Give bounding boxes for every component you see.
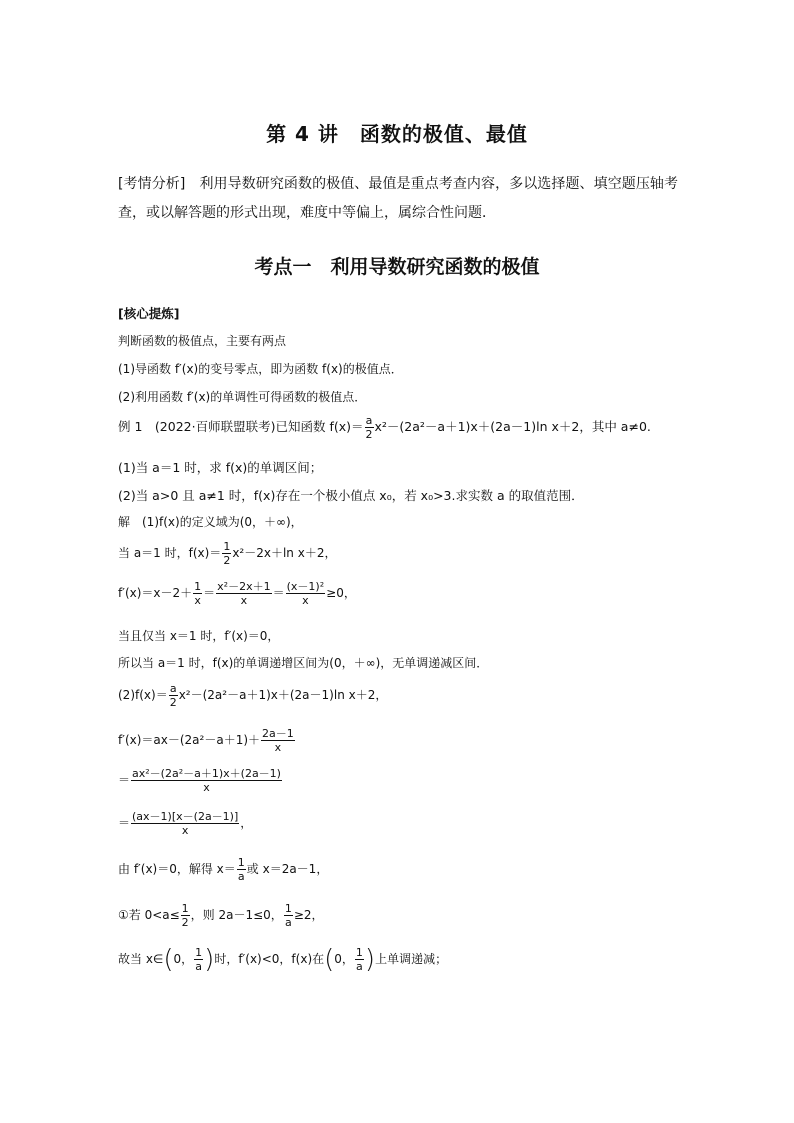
text: (2)f(x)＝ <box>118 688 168 702</box>
text: 或 x＝2a－1， <box>246 862 329 876</box>
fraction-denominator: x <box>302 594 309 607</box>
fraction <box>216 580 271 607</box>
text: 上单调递减； <box>375 952 448 966</box>
point-1: (1)导函数 f′(x)的变号零点，即为函数 f(x)的极值点． <box>118 362 403 376</box>
text: f′(x)＝x－2＋ <box>118 586 193 600</box>
solution-line-3 <box>118 580 356 607</box>
fraction-numerator: 1 <box>181 902 189 915</box>
example-prefix: 例 1 (2022·百师联盟联考)已知函数 f(x)＝ <box>118 419 364 434</box>
fraction <box>193 580 202 607</box>
fraction-numerator: (x－1)² <box>286 580 325 593</box>
fraction <box>284 902 293 929</box>
text: x²－2x＋ln x＋2， <box>232 546 337 560</box>
fraction <box>286 580 326 607</box>
fraction-denominator: a <box>284 916 292 929</box>
fraction-numerator: 1 <box>195 946 203 959</box>
fraction-denominator: x <box>194 594 201 607</box>
solution-line-4: 当且仅当 x＝1 时，f′(x)＝0， <box>118 629 280 643</box>
text: ＝ <box>118 816 131 830</box>
fraction-numerator: 2a－1 <box>262 727 294 740</box>
fraction-denominator: 2 <box>181 916 189 929</box>
fraction-denominator: a <box>356 960 363 973</box>
right-paren: ) <box>204 944 215 975</box>
left-paren: ( <box>324 944 335 975</box>
solution-line-9 <box>118 810 252 837</box>
solution-line-5: 所以当 a＝1 时，f(x)的单调递增区间为(0，＋∞)，无单调递减区间． <box>118 656 489 670</box>
fraction <box>181 902 190 929</box>
text: ≥0， <box>326 586 356 600</box>
fraction <box>365 414 374 441</box>
fraction-numerator: 1 <box>284 902 292 915</box>
solution-line-12 <box>118 946 447 973</box>
intro-line: 判断函数的极值点，主要有两点 <box>118 334 287 348</box>
text: ，则 2a－1≤0， <box>190 908 283 922</box>
fraction <box>131 810 239 837</box>
text: ①若 0<a≤ <box>118 908 180 922</box>
left-paren: ( <box>163 944 174 975</box>
fraction-numerator: a <box>365 414 373 427</box>
text: ＝ <box>272 586 285 600</box>
fraction-denominator: x <box>274 741 282 754</box>
text: ＝ <box>118 773 131 787</box>
solution-line-7 <box>118 727 296 754</box>
text: 0， <box>173 952 194 966</box>
fraction-numerator: 1 <box>223 540 231 553</box>
fraction <box>222 540 231 567</box>
fraction <box>194 946 203 973</box>
fraction <box>131 767 282 794</box>
solution-line-11 <box>118 902 324 929</box>
text: 故当 x∈ <box>118 952 164 966</box>
exam-analysis-paragraph: [考情分析] 利用导数研究函数的极值、最值是重点考查内容，多以选择题、填空题压轴考查，或以解答题的形式出现，难度中等偏上，属综合性问题． <box>118 176 678 221</box>
fraction-numerator: x²－2x＋1 <box>217 580 271 593</box>
core-heading: [核心提炼] <box>118 306 180 321</box>
fraction-denominator: 2 <box>365 428 373 441</box>
fraction <box>261 727 295 754</box>
text: ， <box>240 816 253 830</box>
fraction <box>355 946 364 973</box>
fraction-numerator: a <box>169 682 177 695</box>
solution-line-1: 解 (1)f(x)的定义域为(0，＋∞)， <box>118 515 303 529</box>
fraction-numerator: 1 <box>194 580 202 593</box>
fraction-numerator: 1 <box>355 946 363 959</box>
lecture-title: 第 4 讲 函数的极值、最值 <box>266 122 528 146</box>
question-1: (1)当 a＝1 时，求 f(x)的单调区间； <box>118 460 323 475</box>
fraction-denominator: x <box>240 594 248 607</box>
text: 时，f′(x)<0，f(x)在 <box>214 952 325 966</box>
solution-line-8 <box>118 767 283 794</box>
text: ＝ <box>203 586 216 600</box>
example-1-statement <box>118 414 651 441</box>
fraction-denominator: a <box>237 870 245 883</box>
fraction-denominator: x <box>181 824 189 837</box>
text: 当 a＝1 时，f(x)＝ <box>118 546 222 560</box>
question-2: (2)当 a>0 且 a≠1 时，f(x)存在一个极小值点 x₀，若 x₀>3.求实数 a 的取值范围． <box>118 488 584 503</box>
text: ≥2， <box>293 908 324 922</box>
example-suffix: x²－(2a²－a＋1)x＋(2a－1)ln x＋2，其中 a≠0. <box>374 419 651 434</box>
fraction <box>169 682 178 709</box>
fraction-numerator: (ax－1)[x－(2a－1)] <box>132 810 239 823</box>
fraction-denominator: 2 <box>169 696 177 709</box>
fraction <box>237 856 246 883</box>
solution-line-6 <box>118 682 387 709</box>
fraction-denominator: a <box>195 960 203 973</box>
solution-line-10 <box>118 856 328 883</box>
text: 0， <box>334 952 354 966</box>
point-2: (2)利用函数 f′(x)的单调性可得函数的极值点． <box>118 390 367 404</box>
solution-line-2 <box>118 540 336 567</box>
fraction-numerator: ax²－(2a²－a＋1)x＋(2a－1) <box>132 767 281 780</box>
text: x²－(2a²－a＋1)x＋(2a－1)ln x＋2， <box>178 688 388 702</box>
text: f′(x)＝ax－(2a²－a＋1)＋ <box>118 733 261 747</box>
text: 由 f′(x)＝0，解得 x＝ <box>118 862 236 876</box>
section-title: 考点一 利用导数研究函数的极值 <box>254 256 540 278</box>
fraction-denominator: x <box>203 781 210 794</box>
right-paren: ) <box>364 944 376 975</box>
fraction-numerator: 1 <box>237 856 245 869</box>
fraction-denominator: 2 <box>223 554 231 567</box>
